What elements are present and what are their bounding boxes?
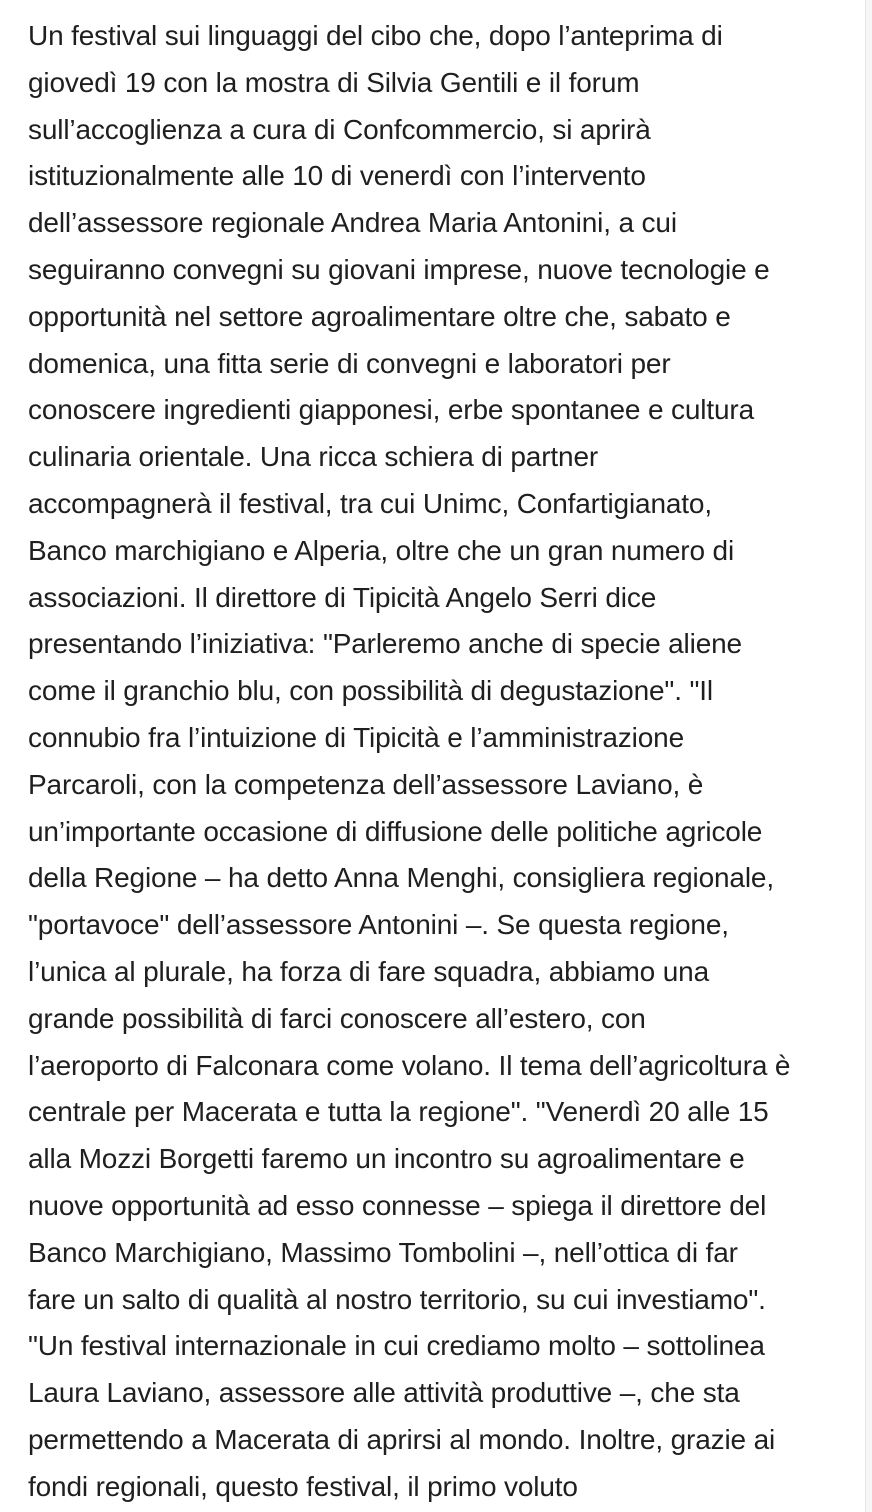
article-line: sull’accoglienza a cura di Confcommercio, si aprirà	[28, 113, 651, 145]
scrollbar-track[interactable]	[865, 0, 872, 1512]
article-line: accompagnerà il festival, tra cui Unimc, Confartigianato,	[28, 487, 712, 519]
article-line: istituzionalmente alle 10 di venerdì con l’intervento	[28, 160, 646, 192]
article-line: presentando l’iniziativa: "Parleremo anche di specie aliene	[28, 628, 742, 660]
article-line: fondi regionali, questo festival, il primo voluto	[28, 1470, 578, 1502]
article-line: fare un salto di qualità al nostro territorio, su cui investiamo".	[28, 1283, 766, 1315]
article-line: Parcaroli, con la competenza dell’assessore Laviano, è	[28, 768, 704, 800]
article-line: Banco marchigiano e Alperia, oltre che un gran numero di	[28, 534, 735, 566]
article-line: della Regione – ha detto Anna Menghi, consigliera regionale,	[28, 862, 774, 894]
article-line: Banco Marchigiano, Massimo Tombolini –, nell’ottica di far	[28, 1236, 738, 1268]
article-line: nuove opportunità ad esso connesse – spiega il direttore del	[28, 1189, 767, 1221]
article-line: opportunità nel settore agroalimentare oltre che, sabato e	[28, 300, 731, 332]
article-line: Un festival sui linguaggi del cibo che, dopo l’anteprima di	[28, 20, 723, 51]
article-line: l’unica al plurale, ha forza di fare squadra, abbiamo una	[28, 955, 709, 987]
article-line: grande possibilità di farci conoscere all’estero, con	[28, 1002, 646, 1034]
article-line: "portavoce" dell’assessore Antonini –. Se questa regione,	[28, 909, 729, 941]
article-line: Laura Laviano, assessore alle attività produttive –, che sta	[28, 1377, 740, 1409]
article-line: un’importante occasione di diffusione delle politiche agricole	[28, 815, 763, 847]
article-line: giovedì 19 con la mostra di Silvia Gentili e il forum	[28, 66, 640, 98]
article-line: come il granchio blu, con possibilità di degustazione". "Il	[28, 675, 713, 707]
article-line: l’aeroporto di Falconara come volano. Il tema dell’agricoltura è	[28, 1049, 791, 1081]
article-line: connubio fra l’intuizione di Tipicità e l’amministrazione	[28, 721, 684, 753]
article-line: seguiranno convegni su giovani imprese, nuove tecnologie e	[28, 253, 770, 285]
article-line: alla Mozzi Borgetti faremo un incontro su agroalimentare e	[28, 1143, 745, 1175]
article-line: "Un festival internazionale in cui crediamo molto – sottolinea	[28, 1330, 765, 1362]
article-line: centrale per Macerata e tutta la regione". "Venerdì 20 alle 15	[28, 1096, 769, 1128]
article-line: associazioni. Il direttore di Tipicità Angelo Serri dice	[28, 581, 657, 613]
article-line: domenica, una fitta serie di convegni e laboratori per	[28, 347, 671, 379]
article-line: conoscere ingredienti giapponesi, erbe spontanee e cultura	[28, 394, 755, 426]
article-body	[28, 13, 848, 1511]
article-line: culinaria orientale. Una ricca schiera di partner	[28, 441, 599, 473]
article-line: permettendo a Macerata di aprirsi al mondo. Inoltre, grazie ai	[28, 1423, 776, 1455]
article-line: dell’assessore regionale Andrea Maria Antonini, a cui	[28, 207, 677, 239]
